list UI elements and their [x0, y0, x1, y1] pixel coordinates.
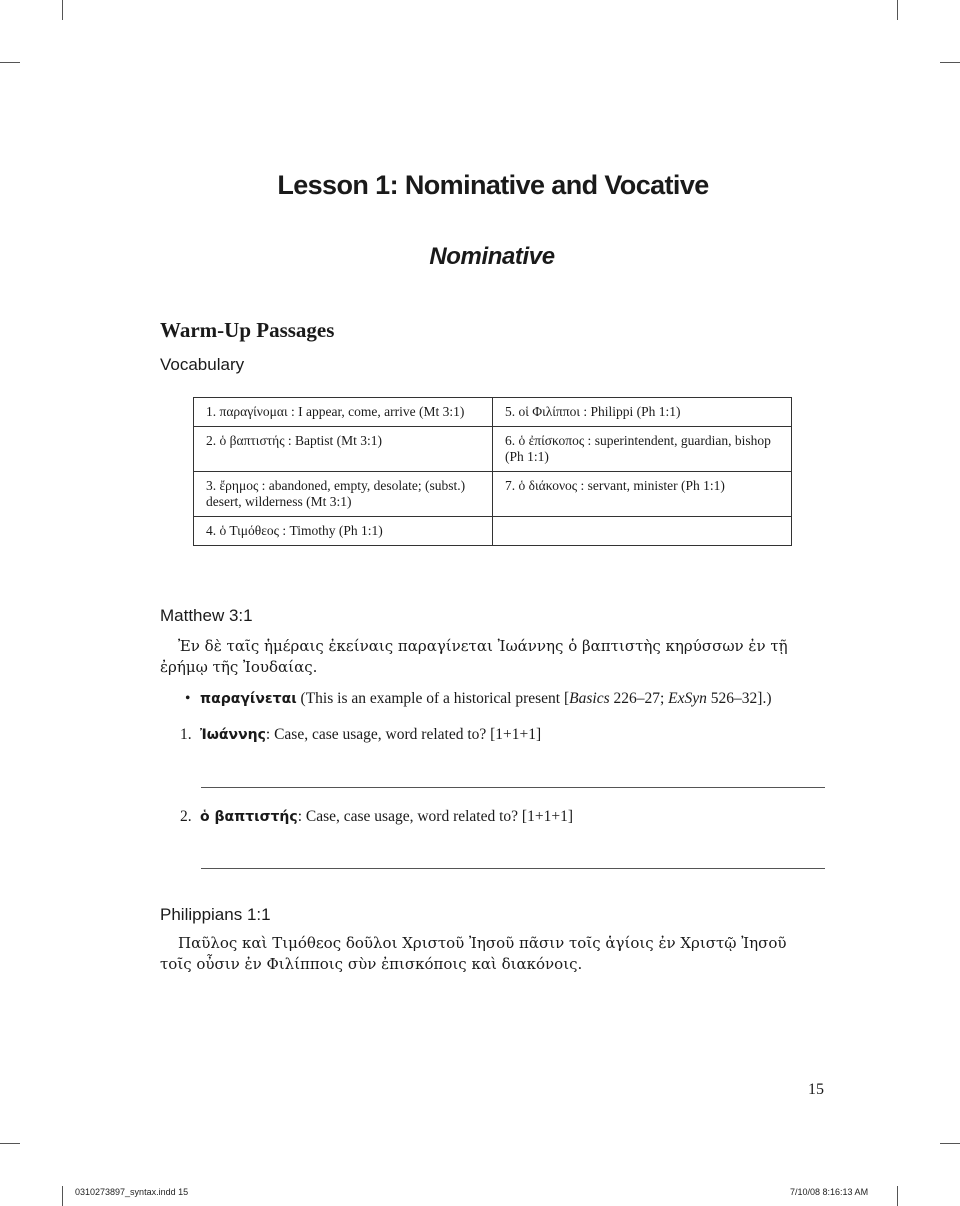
vocab-row — [194, 472, 792, 517]
answer-line-1[interactable] — [201, 787, 825, 788]
question-greek-term: ὁ βαπτιστής — [200, 809, 298, 825]
page-number: 15 — [808, 1081, 824, 1098]
crop-mark-right-bottom — [940, 1143, 960, 1144]
note-prefix: (This is an example of a historical present [ — [296, 690, 570, 707]
crop-mark-left-bottom — [0, 1143, 20, 1144]
note-basics: Basics — [569, 690, 610, 707]
vocab-row — [194, 398, 792, 427]
lesson-title: Lesson 1: Nominative and Vocative — [277, 170, 709, 200]
note-greek-term: παραγίνεται — [200, 691, 297, 707]
vocab-cell: 7. ὁ διάκονος : servant, minister (Ph 1:1) — [493, 472, 792, 517]
question-1 — [180, 726, 541, 744]
question-number: 2. — [180, 808, 192, 825]
vocab-cell: 4. ὁ Τιμόθεος : Timothy (Ph 1:1) — [194, 517, 493, 546]
crop-mark-top-right — [897, 0, 898, 20]
matthew-reference: Matthew 3:1 — [160, 606, 253, 625]
historical-present-note — [185, 690, 771, 708]
philippians-passage: Παῦλος καὶ Τιμόθεος δοῦλοι Χριστοῦ Ἰησοῦ πᾶσιν τοῖς ἁγίοις ἐν Χριστῷ Ἰησοῦ τοῖς οὖσιν ἐν Φιλίπποις σὺν ἐπισκόποις καὶ διακόνοις. — [160, 934, 787, 973]
crop-mark-left-top — [0, 62, 20, 63]
crop-mark-right-top — [940, 62, 960, 63]
answer-line-2[interactable] — [201, 868, 825, 869]
vocab-row — [194, 427, 792, 472]
vocab-cell: 1. παραγίνομαι : I appear, come, arrive (Mt 3:1) — [194, 398, 493, 427]
question-greek-term: Ἰωάννης — [200, 727, 266, 743]
bullet-icon: • — [185, 690, 191, 707]
note-exsyn-pages: 526–32].) — [706, 690, 772, 707]
crop-mark-top-left — [62, 0, 63, 20]
vocab-cell: 2. ὁ βαπτιστής : Baptist (Mt 3:1) — [194, 427, 493, 472]
crop-mark-bottom-left — [62, 1186, 63, 1206]
vocab-cell: 3. ἔρημος : abandoned, empty, desolate; (subst.) desert, wilderness (Mt 3:1) — [194, 472, 493, 517]
question-prompt: : Case, case usage, word related to? [1+1+1] — [297, 808, 573, 825]
vocab-cell: 6. ὁ ἐπίσκοπος : superintendent, guardian, bishop (Ph 1:1) — [493, 427, 792, 472]
vocabulary-table — [193, 397, 792, 546]
slug-file: 0310273897_syntax.indd 15 — [75, 1187, 189, 1197]
crop-mark-bottom-right — [897, 1186, 898, 1206]
vocabulary-label: Vocabulary — [160, 355, 245, 374]
vocab-row — [194, 517, 792, 546]
vocab-cell: 5. οἱ Φιλίπποι : Philippi (Ph 1:1) — [493, 398, 792, 427]
question-prompt: : Case, case usage, word related to? [1+1+1] — [265, 726, 542, 743]
section-title: Nominative — [429, 243, 555, 270]
note-exsyn: ExSyn — [668, 690, 707, 707]
note-basics-pages: 226–27; — [609, 690, 669, 707]
warmup-heading: Warm-Up Passages — [160, 318, 335, 342]
matthew-passage: Ἐν δὲ ταῖς ἡμέραις ἐκείναις παραγίνεται Ἰωάννης ὁ βαπτιστὴς κηρύσσων ἐν τῇ ἐρήμῳ τῆς Ἰουδαίας. — [160, 637, 788, 676]
question-number: 1. — [180, 726, 192, 743]
philippians-reference: Philippians 1:1 — [160, 905, 271, 924]
question-2 — [180, 808, 573, 826]
slug-timestamp: 7/10/08 8:16:13 AM — [790, 1187, 869, 1197]
vocab-cell — [493, 517, 792, 546]
